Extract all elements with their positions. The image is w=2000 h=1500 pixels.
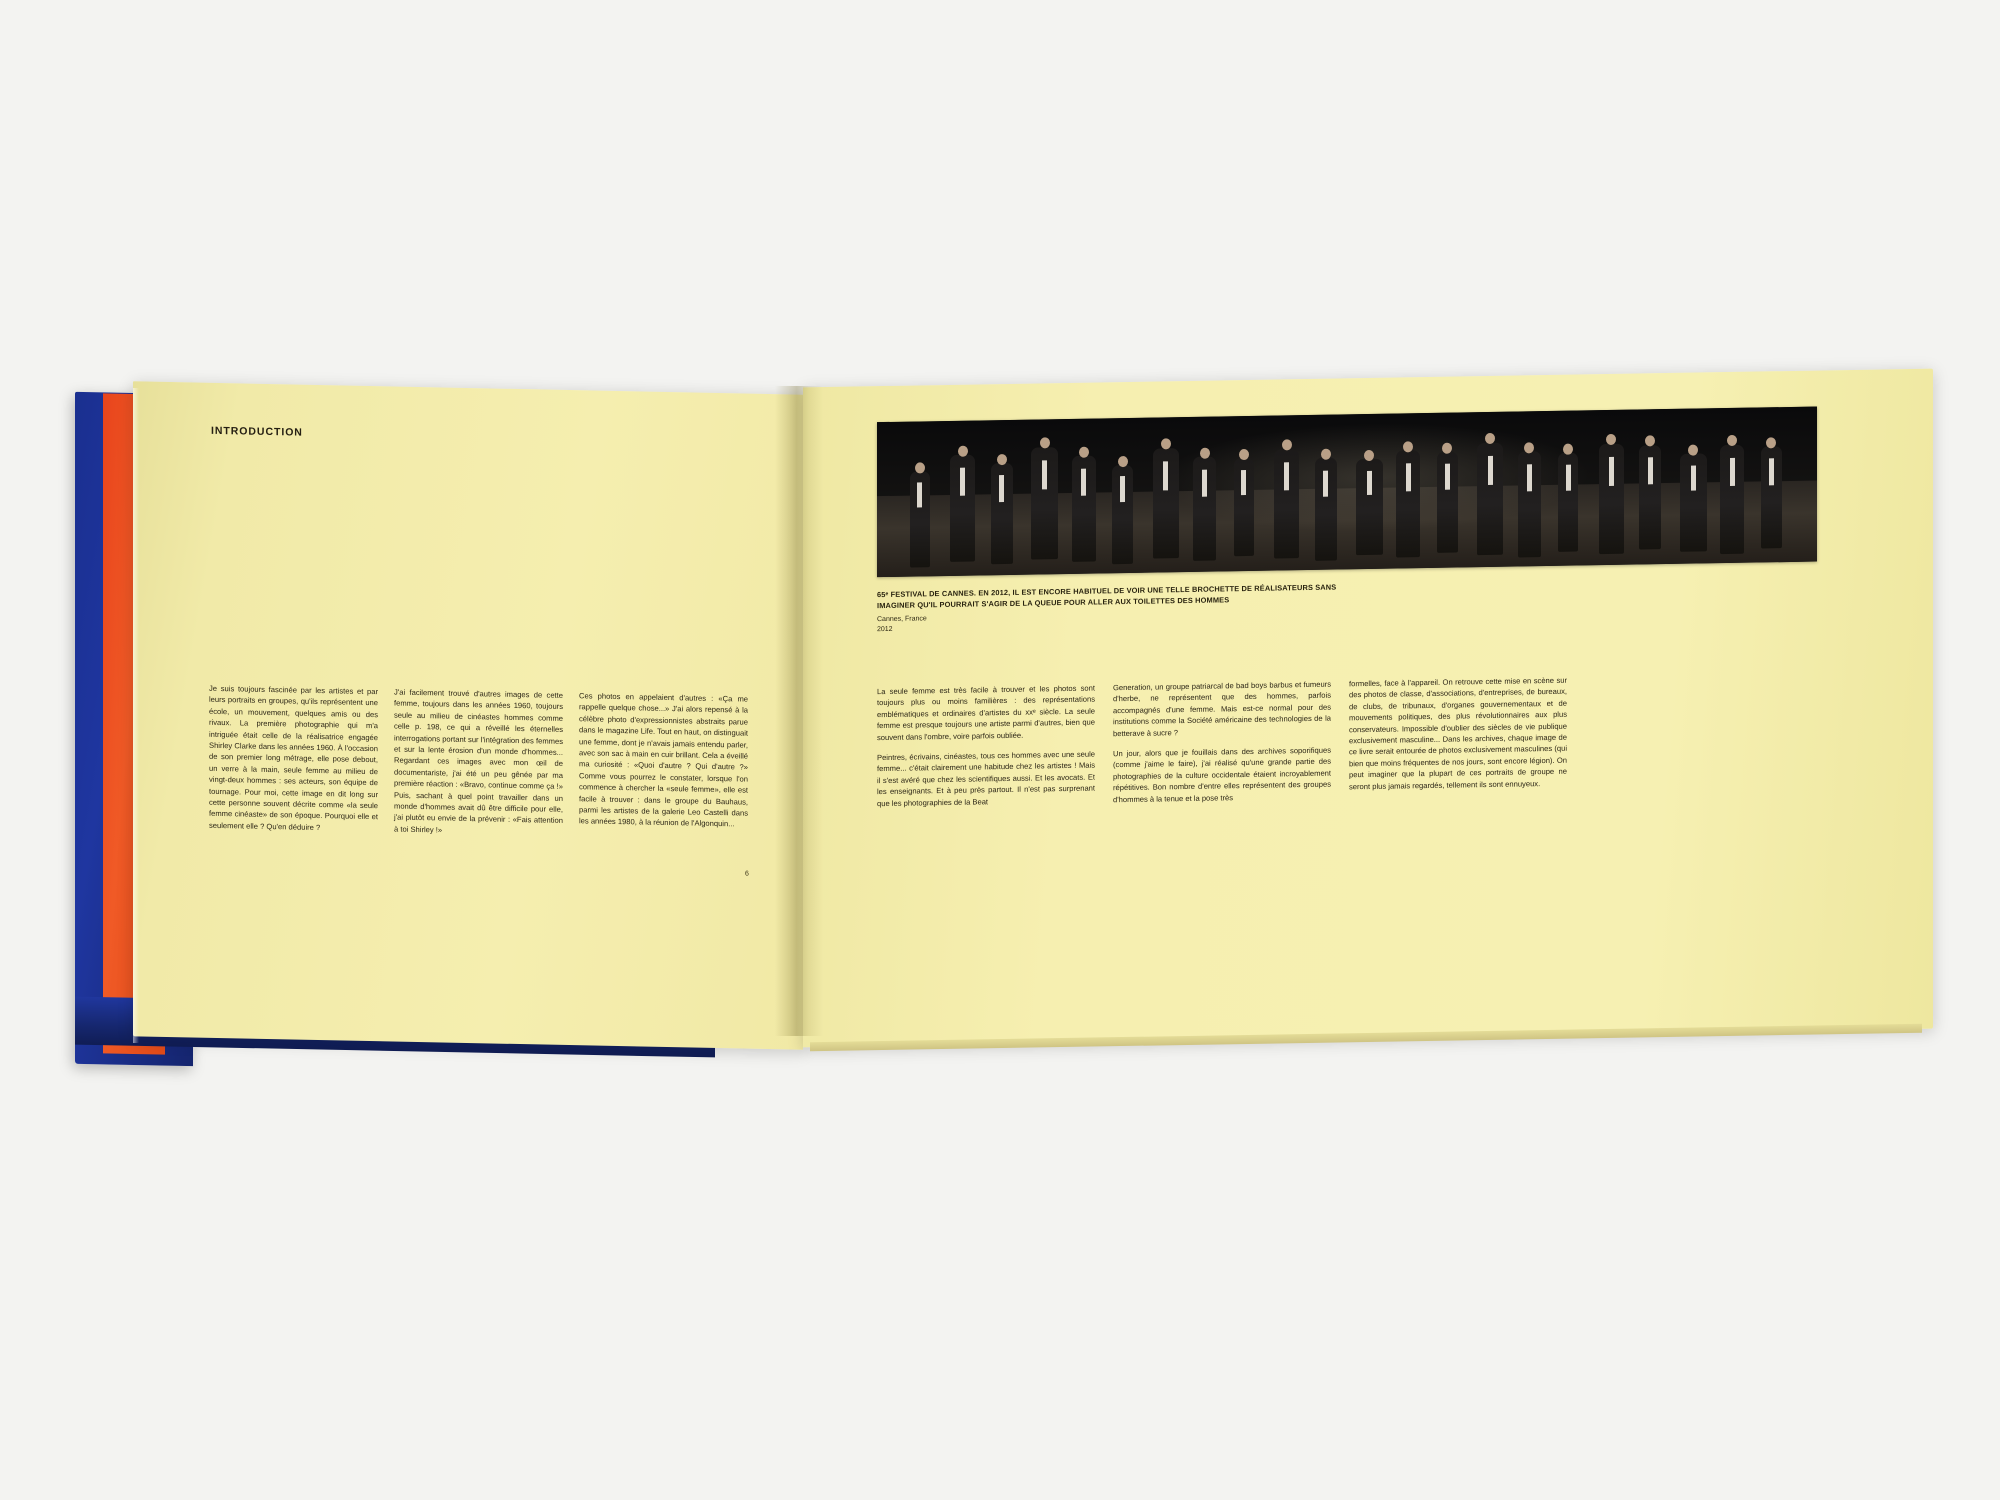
photo-caption xyxy=(877,582,1347,634)
photo-figure xyxy=(1193,457,1216,561)
photo-figure-shirt xyxy=(1566,464,1571,490)
photo-figure xyxy=(1599,444,1624,554)
photo-figure xyxy=(1356,459,1383,556)
paragraph: Generation, un groupe patriarcal de bad boys barbus et fumeurs d'herbe, ne représentent que des hommes, parfois accompagnés d'une femme. Mais est-ce normal pour des institutions comme la Société américaine des technologies de la betterave à sucre ? xyxy=(1113,679,1331,738)
photo-figure-shirt xyxy=(960,468,965,496)
photo-figure-shirt xyxy=(1120,476,1125,502)
right-text-columns xyxy=(877,670,1822,818)
paragraph: Un jour, alors que je fouillais dans des archives soporifiques (comme j'aime le faire), j'ai réalisé qu'une grande partie des photographies de la culture occidentale étaient incroyablement répétitives. Bon nombre d'entre elles représentent des groupes d'hommes à la tenue et la pose très xyxy=(1113,745,1331,804)
page-left-content xyxy=(133,381,803,1049)
photo-figure-shirt xyxy=(1323,470,1328,497)
photo-figure-shirt xyxy=(1769,458,1774,485)
paragraph: J'ai facilement trouvé d'autres images de cette femme, toujours dans les années 1960, toujours seule au milieu de cinéastes hommes comme celle p. 198, ce qui a réveillé les éternelles interrogations portant sur l'intégration des femmes et sur la lente érosion d'un monde d'hommes... Regardant ces images avec mon œil de documentariste, j'ai été un peu gênée par ma première réaction : «Bravo, continue comme ça !» Puis, sachant à quel point travailler dans un monde d'hommes avait dû être difficile pour elle, j'ai plutôt eu envie de la prévenir : «Fais attention à toi Shirley !» xyxy=(394,687,563,835)
photo-figure-shirt xyxy=(1081,469,1086,496)
photo-figure xyxy=(1153,448,1179,558)
photo-figure xyxy=(1072,456,1096,562)
photo-figure xyxy=(1761,446,1782,549)
photo-figure-shirt xyxy=(1527,464,1532,491)
photo-figure-shirt xyxy=(1367,470,1372,495)
text-column-3 xyxy=(579,690,748,849)
text-column-4 xyxy=(877,683,1095,819)
photo-figure-shirt xyxy=(1445,463,1450,489)
caption-year: 2012 xyxy=(877,625,893,633)
photo-figure-shirt xyxy=(1163,462,1168,491)
left-text-columns xyxy=(209,683,749,850)
text-column-2 xyxy=(394,687,563,846)
paragraph: Je suis toujours fascinée par les artistes et par leurs portraits en groupes, qu'ils représentent une école, un mouvement, quelques amis ou des rivaux. La première photographie qui m'a intriguée était celle de la réalisatrice engagée Shirley Clarke dans les années 1960. À l'occasion de son premier long métrage, elle pose debout, un verre à la main, seule femme au milieu de vingt-deux hommes : ses acteurs, son équipe de tournage. Pour moi, cette image en dit long sur cette personne souvent décrite comme «la seule femme cinéaste» de son époque. Pourquoi elle et seulement elle ? Qu'en déduire ? xyxy=(209,683,378,832)
photo-figure xyxy=(1396,450,1420,557)
photo-figure-shirt xyxy=(1648,457,1653,484)
page-right-content xyxy=(803,369,1933,1048)
photo-figure-shirt xyxy=(1406,463,1411,491)
paragraph: formelles, face à l'appareil. On retrouve cette mise en scène sur des photos de classe, d'associations, d'entreprises, de bureaux, de clubs, de tribunaux, d'organes gouvernementaux et de mouvements politiques, des plus révolutionnaires aux plus conservateurs. Impossible d'oublier des siècles de vie publique exclusivement masculine... Dans les archives, chaque image de ce livre serait entourée de photos exclusivement masculines (qui bien que moins fréquentes de nos jours, sont encore légion). On peut imaginer que la plupart de ces portraits de groupe ne seront plus jamais regardés, tellement ils sont ennuyeux. xyxy=(1349,675,1567,791)
photo-figure-shirt xyxy=(1730,458,1735,486)
photo-figure xyxy=(1315,458,1337,561)
photo-figure xyxy=(910,471,930,567)
photo-figure xyxy=(1639,445,1661,549)
photo-figure xyxy=(1031,447,1058,559)
photo-figure xyxy=(1274,449,1299,558)
paragraph: Peintres, écrivains, cinéastes, tous ces hommes avec une seule femme... c'était clairement une habitude chez les artistes ! Mais il s'est avéré que chez les scientifiques aussi. Et les avocats. Et les enseignants. Et à peu près partout. Il n'est pas surprenant que les photographies de la Beat xyxy=(877,749,1095,808)
photo-figure xyxy=(1518,451,1541,557)
photo-figure xyxy=(1680,453,1707,551)
photo-figure xyxy=(1437,451,1458,552)
photo-figure-shirt xyxy=(1241,470,1246,495)
caption-place: Cannes, France xyxy=(877,615,927,624)
photo-figure-shirt xyxy=(1609,457,1614,486)
page-number: 6 xyxy=(745,870,749,878)
photo-figure xyxy=(950,455,975,562)
photo-figure xyxy=(1558,452,1578,552)
photo-figure-shirt xyxy=(1202,469,1207,496)
paragraph: Ces photos en appelaient d'autres : «Ça me rappelle quelque chose...» J'ai alors repensé à la célèbre photo d'expressionnistes abstraits parue dans le magazine Life. Tout en haut, on distinguait une femme, dont je n'avais jamais entendu parler, avec son sac à main en cuir brillant. Cela a éveillé ma curiosité : «Quoi d'autre ? Qui d'autre ?» Comme vous pourrez le constater, lorsque l'on commence à chercher la «seule femme», elle est facile à trouver : dans le groupe du Bauhaus, parmi les artistes de la galerie Leo Castelli dans les années 1980, à la réunion de l'Algonquin... xyxy=(579,691,748,829)
photo-figure-shirt xyxy=(917,483,922,508)
photo-figure xyxy=(1720,445,1744,554)
photo-figure-shirt xyxy=(1042,461,1047,490)
caption-headline: 65ᵉ FESTIVAL DE CANNES. EN 2012, IL EST ENCORE HABITUEL DE VOIR UNE TELLE BROCHETTE DE RÉALISATEURS SANS IMAGINER QU'IL POURRAIT S'AGIR DE LA QUEUE POUR ALLER AUX TOILETTES DES HOMMES xyxy=(877,582,1337,610)
photo-figure xyxy=(1112,464,1133,564)
paragraph: La seule femme est très facile à trouver et les photos sont toujours plus ou moins familières : des représentations emblématiques et ordinaires d'artistes du xxᵉ siècle. La seule femme est presque toujours une artiste parmi d'autres, bien que souvent dans l'ombre, voire parfois oubliée. xyxy=(877,683,1095,742)
photo-cannes-directors xyxy=(877,407,1817,578)
text-column-5 xyxy=(1113,679,1331,815)
photo-figure-shirt xyxy=(1284,462,1289,490)
page-title: INTRODUCTION xyxy=(211,424,303,439)
text-column-6 xyxy=(1349,675,1567,811)
photo-figure-shirt xyxy=(999,476,1004,502)
photo-figure xyxy=(991,463,1013,564)
photo-figure-shirt xyxy=(1691,465,1696,490)
open-book xyxy=(75,378,1935,1078)
photo-figure xyxy=(1477,443,1503,555)
text-column-1 xyxy=(209,683,378,842)
photo-figure xyxy=(1234,458,1254,556)
photo-figure-shirt xyxy=(1488,456,1493,485)
